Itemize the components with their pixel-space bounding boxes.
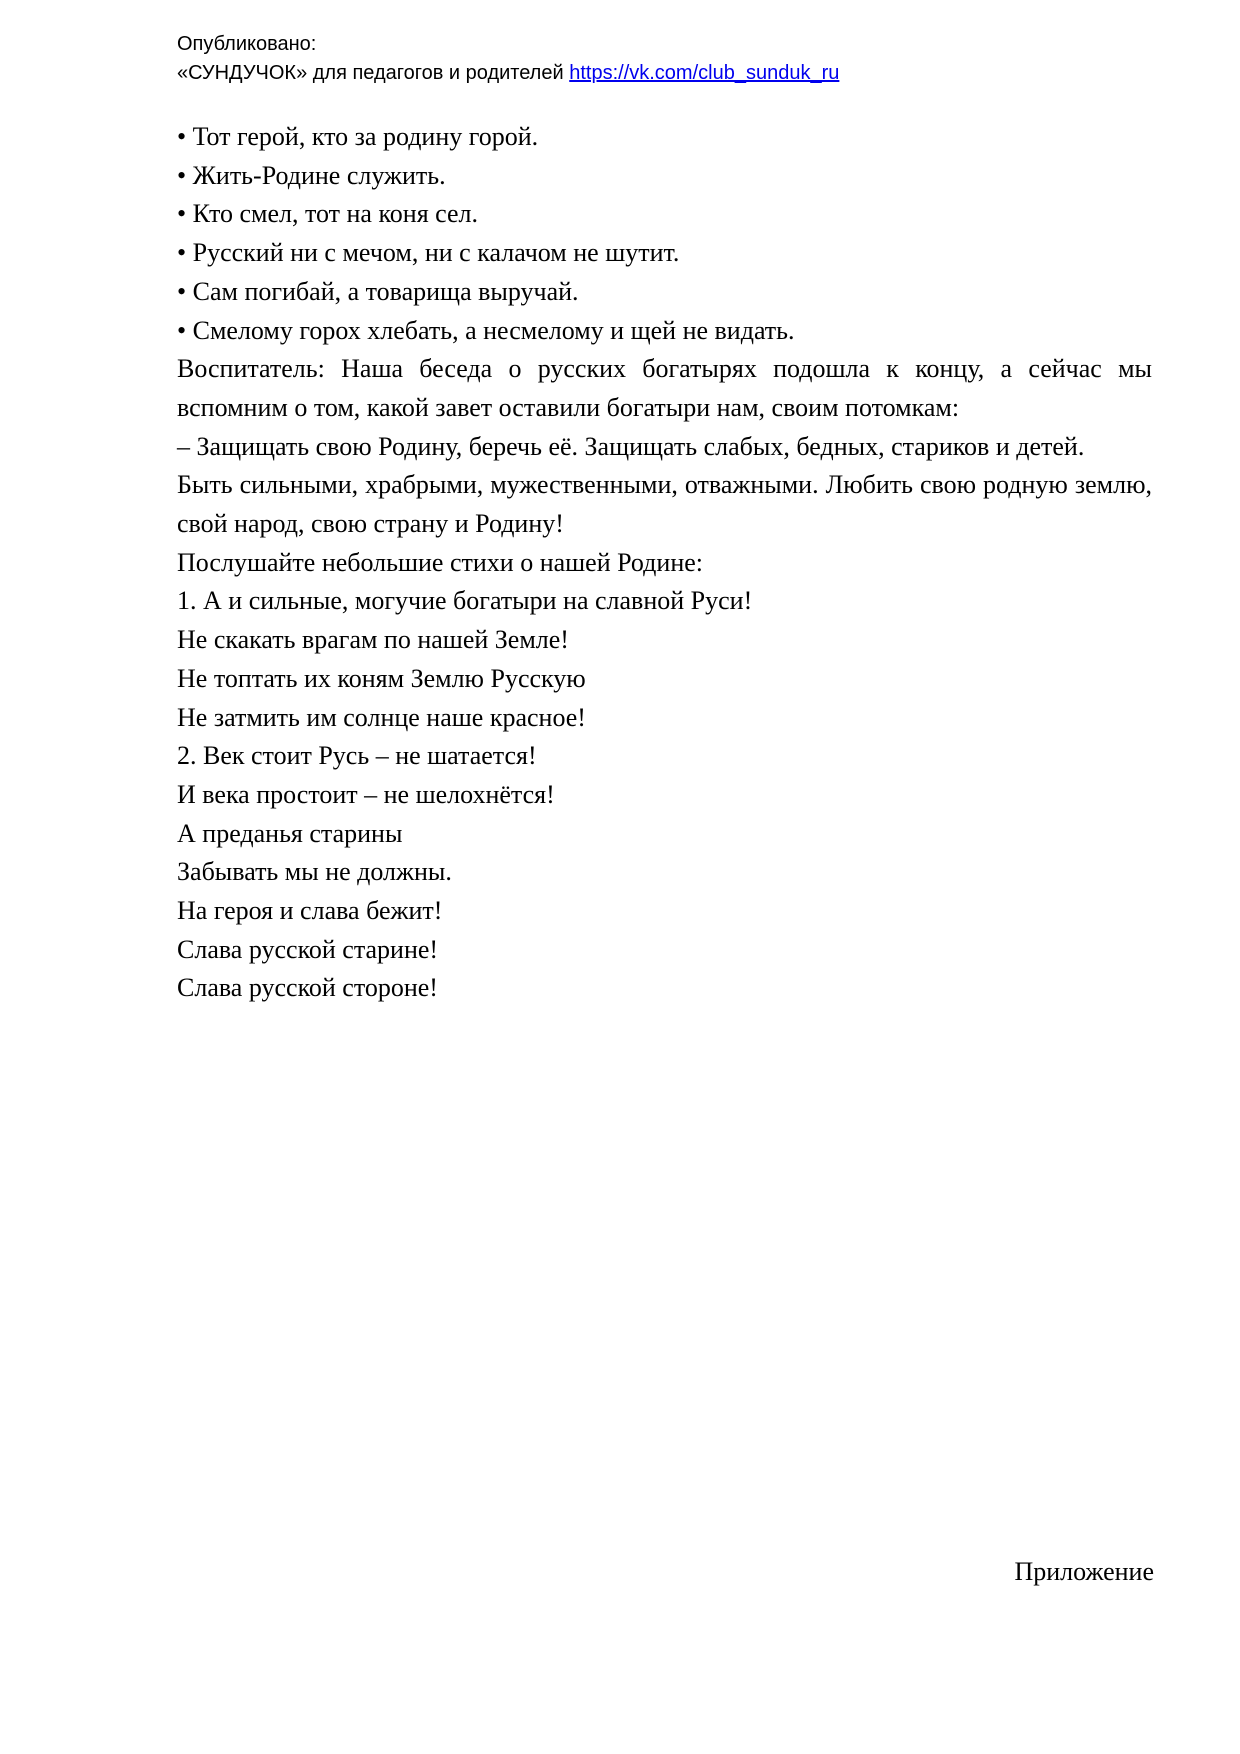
document-body	[177, 118, 1152, 1008]
source-line	[177, 59, 1077, 88]
teacher-intro-paragraph: Воспитатель: Наша беседа о русских богатырях подошла к концу, а сейчас мы вспомним о том, какой завет оставили богатыри нам, своим потомкам:	[177, 354, 1152, 422]
poem-2-line: И века простоит – не шелохнётся!	[177, 779, 555, 809]
proverb-line: • Тот герой, кто за родину горой.	[177, 122, 539, 151]
poem-2-line: А преданья старины	[177, 818, 403, 848]
poem-1-line: Не затмить им солнце наше красное!	[177, 702, 586, 732]
poem-2-line: Слава русской старине!	[177, 934, 439, 964]
proverb-line: • Жить-Родине служить.	[177, 160, 446, 190]
publication-header	[177, 30, 1077, 88]
covenant-paragraph-1: – Защищать свою Родину, беречь её. Защищать слабых, бедных, стариков и детей.	[177, 431, 1085, 461]
source-link[interactable]: https://vk.com/club_sunduk_ru	[569, 62, 840, 84]
source-text: «СУНДУЧОК» для педагогов и родителей	[177, 62, 564, 84]
poem-1-line: Не скакать врагам по нашей Земле!	[177, 625, 569, 655]
poem-2-line: Слава русской стороне!	[177, 973, 438, 1003]
proverb-line: • Сам погибай, а товарища выручай.	[177, 276, 579, 306]
poem-1-line: Не топтать их коням Землю Русскую	[177, 663, 586, 693]
published-label: Опубликовано:	[177, 33, 317, 55]
poems-intro: Послушайте небольшие стихи о нашей Родине:	[177, 547, 704, 577]
appendix-label: Приложение	[1014, 1557, 1154, 1586]
poem-2-line: 2. Век стоит Русь – не шатается!	[177, 741, 537, 771]
proverb-line: • Русский ни с мечом, ни с калачом не шутит.	[177, 238, 680, 268]
poem-1-line: 1. А и сильные, могучие богатыри на славной Руси!	[177, 586, 753, 616]
poem-2-line: На героя и слава бежит!	[177, 896, 443, 926]
proverb-line: • Кто смел, тот на коня сел.	[177, 199, 479, 229]
proverb-line: • Смелому горох хлебать, а несмелому и щей не видать.	[177, 315, 795, 345]
covenant-paragraph-2: Быть сильными, храбрыми, мужественными, отважными. Любить свою родную землю, свой народ, свою страну и Родину!	[177, 470, 1152, 539]
poem-2-line: Забывать мы не должны.	[177, 857, 452, 887]
